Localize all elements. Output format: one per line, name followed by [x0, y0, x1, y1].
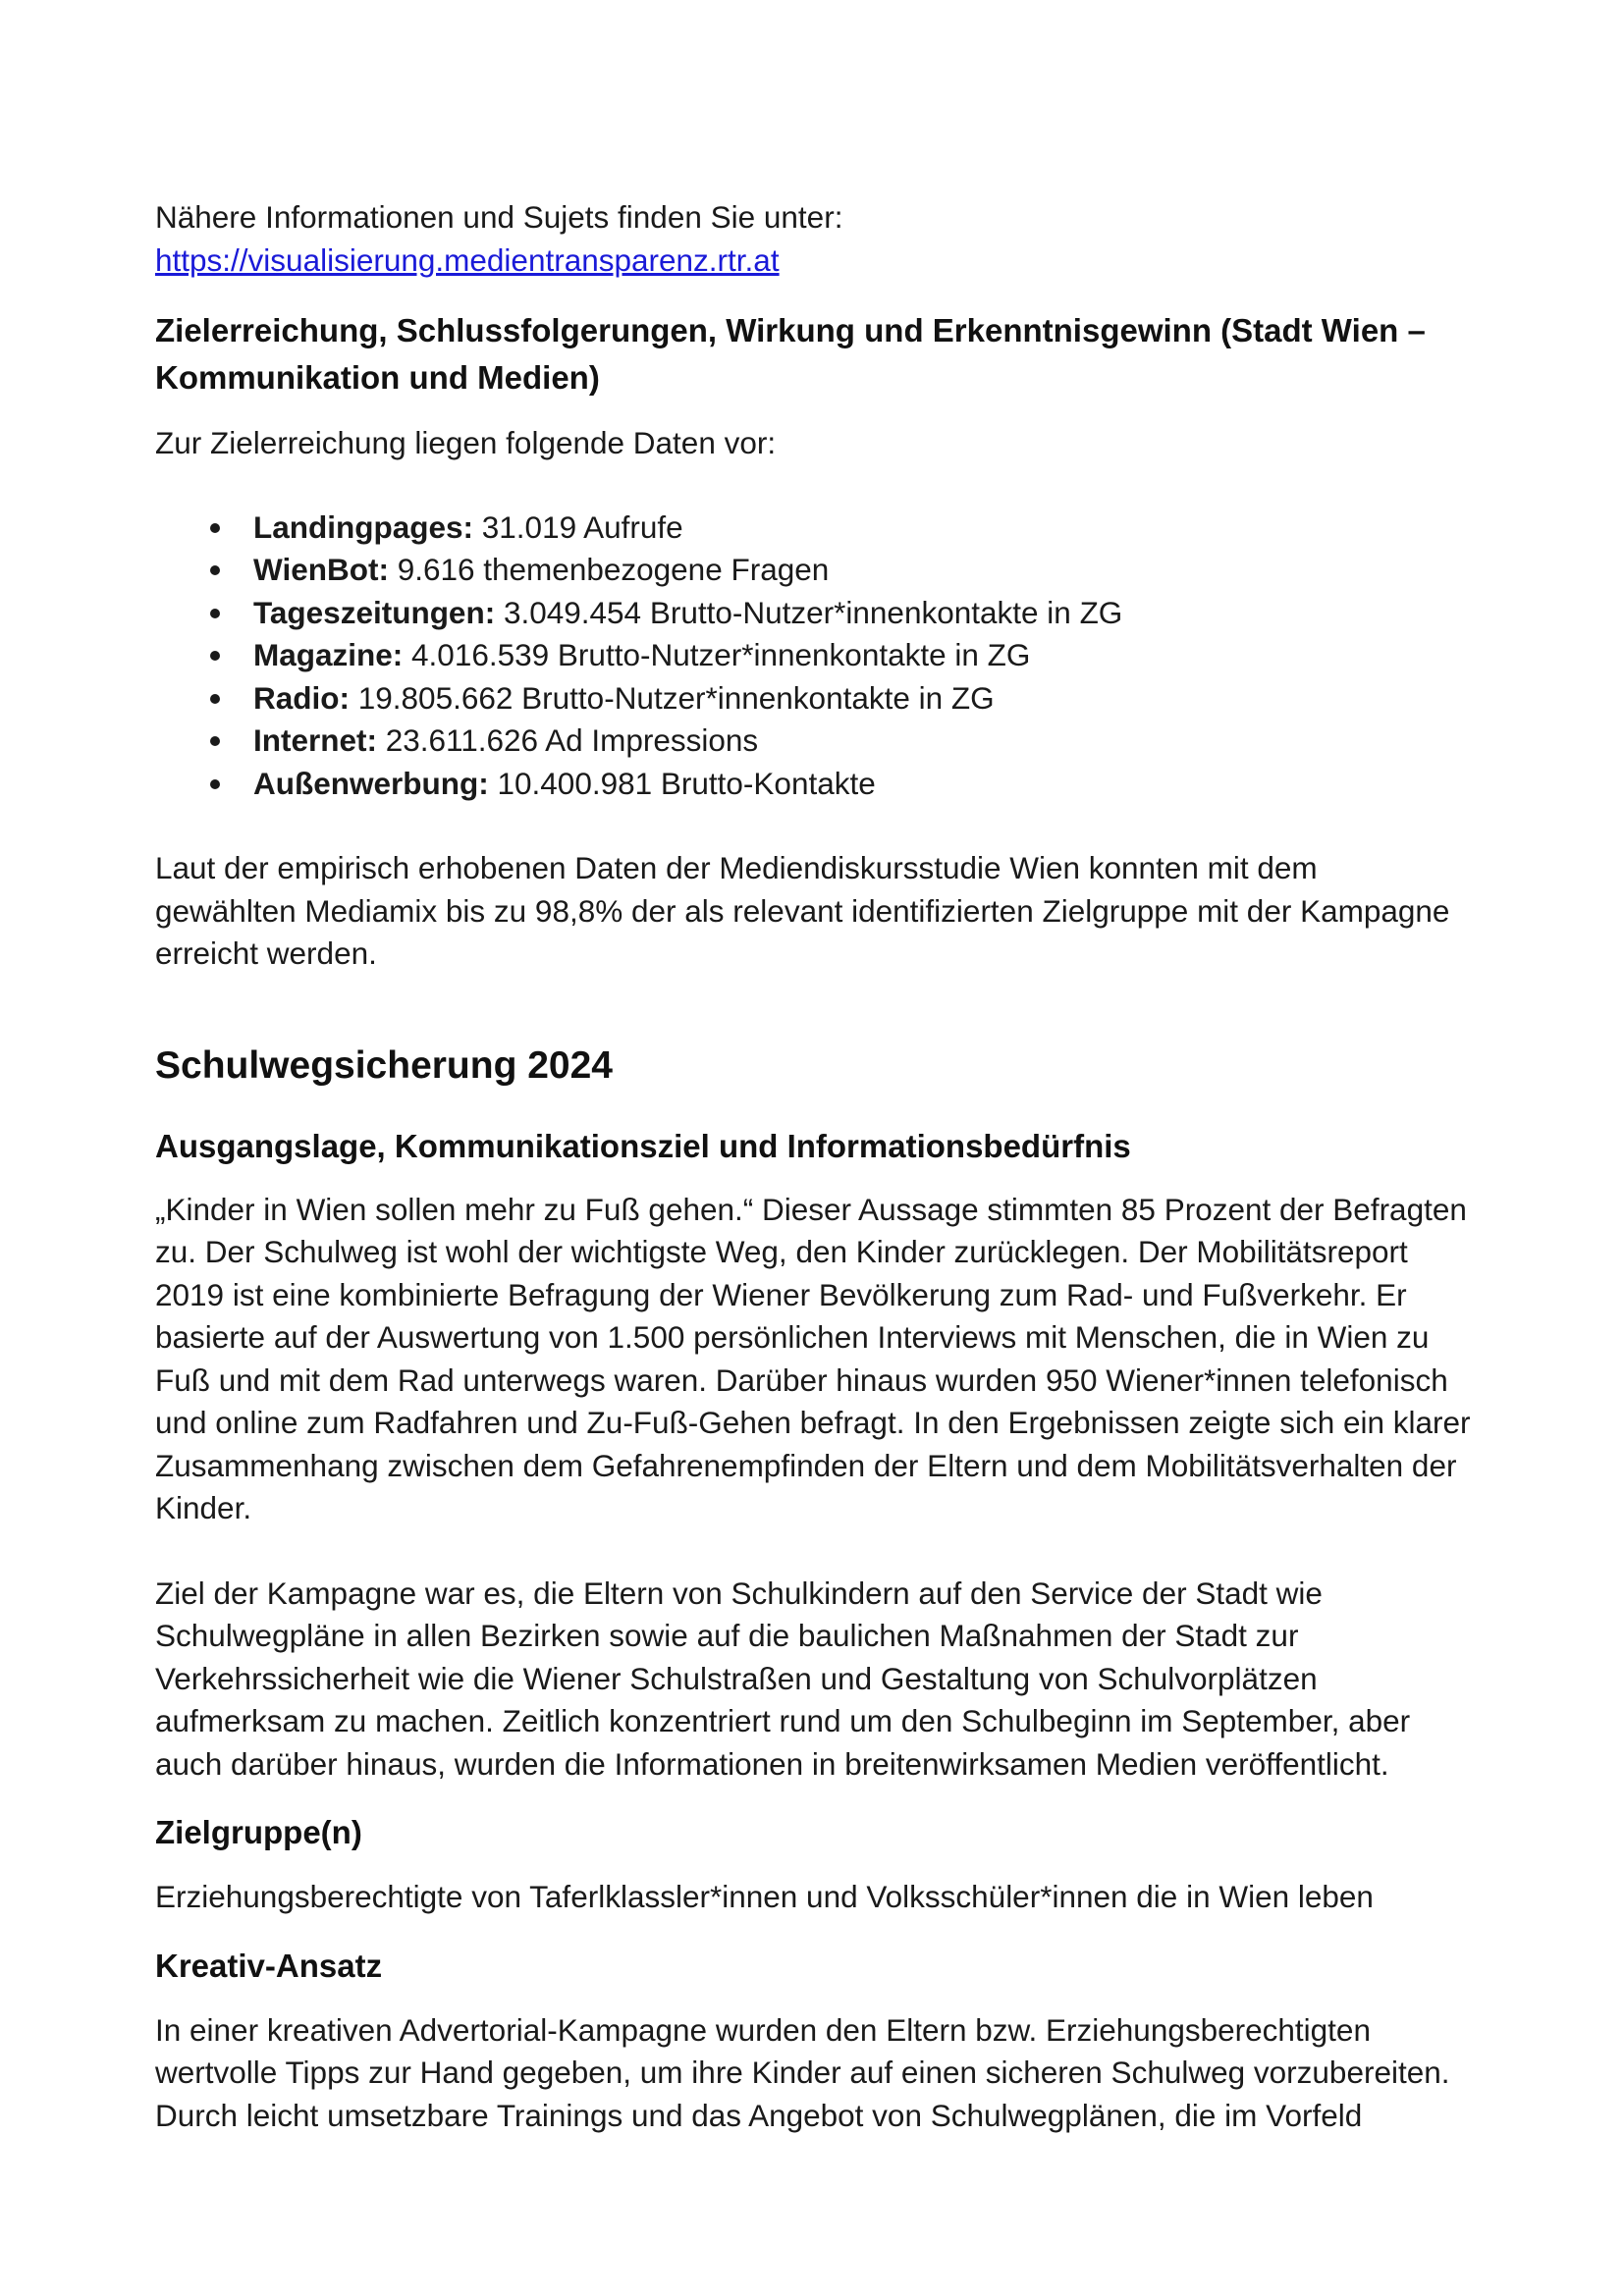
- bullet-icon: [210, 694, 220, 704]
- text-line: Schulwegpläne in allen Bezirken sowie auf die baulichen Maßnahmen der Stadt zur: [155, 1618, 1299, 1653]
- bullet-icon: [210, 565, 220, 575]
- text-line: auch darüber hinaus, wurden die Informationen in breitenwirksamen Medien veröffentlicht.: [155, 1745, 1389, 1782]
- text-line: zu. Der Schulweg ist wohl der wichtigste Weg, den Kinder zurücklegen. Der Mobilitätsreport: [155, 1234, 1408, 1269]
- item-label: Radio:: [253, 679, 350, 716]
- item-value: 10.400.981 Brutto-Kontakte: [488, 765, 876, 801]
- text-line: Laut der empirisch erhobenen Daten der Mediendiskursstudie Wien konnten mit dem: [155, 850, 1318, 885]
- item-label: Internet:: [253, 722, 377, 758]
- item-label: WienBot:: [253, 552, 389, 587]
- subheading-kreativ-ansatz: Kreativ-Ansatz: [155, 1947, 383, 1984]
- zielgruppen-text: Erziehungsberechtigte von Taferlklassler*innen und Volksschüler*innen die in Wien leben: [155, 1879, 1374, 1914]
- text-line: 2019 ist eine kombinierte Befragung der Wiener Bevölkerung zum Rad- und Fußverkehr. Er: [155, 1276, 1407, 1312]
- item-value: 31.019 Aufrufe: [473, 508, 683, 545]
- text-line: erreicht werden.: [155, 935, 377, 971]
- intro-link-line: [155, 240, 1490, 283]
- kreativ-ansatz-paragraph: [155, 2009, 1490, 2138]
- subheading-ausgangslage: Ausgangslage, Kommunikationsziel und Informationsbedürfnis: [155, 1127, 1131, 1164]
- list-item: [155, 720, 1490, 763]
- text-line: aufmerksam zu machen. Zeitlich konzentriert rund um den Schulbeginn im September, aber: [155, 1703, 1411, 1738]
- text-line: Zusammenhang zwischen dem Gefahrenempfinden der Eltern und dem Mobilitätsverhalten der: [155, 1447, 1457, 1483]
- list-item: [155, 677, 1490, 721]
- text-line: Verkehrssicherheit wie die Wiener Schulstraßen und Gestaltung von Schulvorplätzen: [155, 1660, 1318, 1696]
- item-label: Landingpages:: [253, 508, 474, 545]
- text-line: wertvolle Tipps zur Hand gegeben, um ihre Kinder auf einen sicheren Schulweg vorzubereiten.: [155, 2055, 1450, 2090]
- heading-line: Kommunikation und Medien): [155, 359, 600, 396]
- list-item: [155, 549, 1490, 592]
- section-title-schulwegsicherung: Schulwegsicherung 2024: [155, 1043, 614, 1087]
- text-line: Durch leicht umsetzbare Trainings und das Angebot von Schulwegplänen, die im Vorfeld: [155, 2097, 1363, 2133]
- text-line: In einer kreativen Advertorial-Kampagne wurden den Eltern bzw. Erziehungsberechtigten: [155, 2011, 1371, 2048]
- item-label: Außenwerbung:: [253, 765, 489, 801]
- item-value: 9.616 themenbezogene Fragen: [388, 552, 830, 587]
- item-value: 3.049.454 Brutto-Nutzer*innenkontakte in ZG: [495, 594, 1123, 630]
- item-label: Tageszeitungen:: [253, 594, 496, 630]
- subheading-zielgruppen: Zielgruppe(n): [155, 1814, 362, 1850]
- rtr-visualisierung-link[interactable]: https://visualisierung.medientransparenz.rtr.at: [155, 241, 780, 278]
- list-item: [155, 634, 1490, 677]
- kampagnenziel-paragraph: [155, 1573, 1490, 1787]
- list-item: [155, 592, 1490, 635]
- results-list: [155, 507, 1490, 806]
- text-line: basierte auf der Auswertung von 1.500 persönlichen Interviews mit Menschen, die in Wien zu: [155, 1319, 1430, 1355]
- text-line: „Kinder in Wien sollen mehr zu Fuß gehen.“ Dieser Aussage stimmten 85 Prozent der Befragten: [155, 1191, 1467, 1227]
- lead-text: Zur Zielerreichung liegen folgende Daten vor:: [155, 425, 777, 460]
- ausgangslage-paragraph: [155, 1189, 1490, 1530]
- text-line: und online zum Radfahren und Zu-Fuß-Gehen befragt. In den Ergebnissen zeigte sich ein klarer: [155, 1405, 1471, 1440]
- text-line: gewählten Mediamix bis zu 98,8% der als relevant identifizierten Zielgruppe mit der Kampagne: [155, 892, 1450, 929]
- bullet-icon: [210, 651, 220, 661]
- intro-text: Nähere Informationen und Sujets finden Sie unter:: [155, 199, 843, 235]
- text-line: Fuß und mit dem Rad unterwegs waren. Darüber hinaus wurden 950 Wiener*innen telefonisch: [155, 1362, 1448, 1398]
- text-line: Kinder.: [155, 1490, 252, 1525]
- bullet-icon: [210, 779, 220, 789]
- text-line: Ziel der Kampagne war es, die Eltern von Schulkindern auf den Service der Stadt wie: [155, 1575, 1323, 1611]
- heading-line: Zielerreichung, Schlussfolgerungen, Wirkung und Erkenntnisgewinn (Stadt Wien –: [155, 312, 1426, 348]
- summary-paragraph: [155, 847, 1490, 976]
- document-page: [155, 196, 1490, 2137]
- item-value: 19.805.662 Brutto-Nutzer*innenkontakte in ZG: [350, 679, 995, 716]
- item-value: 23.611.626 Ad Impressions: [377, 722, 759, 758]
- bullet-icon: [210, 523, 220, 533]
- list-item: [155, 507, 1490, 550]
- bullet-icon: [210, 609, 220, 618]
- section-heading-zielerreichung: [155, 307, 1490, 401]
- list-item: [155, 763, 1490, 806]
- item-label: Magazine:: [253, 637, 404, 672]
- bullet-icon: [210, 736, 220, 746]
- item-value: 4.016.539 Brutto-Nutzer*innenkontakte in ZG: [403, 637, 1031, 672]
